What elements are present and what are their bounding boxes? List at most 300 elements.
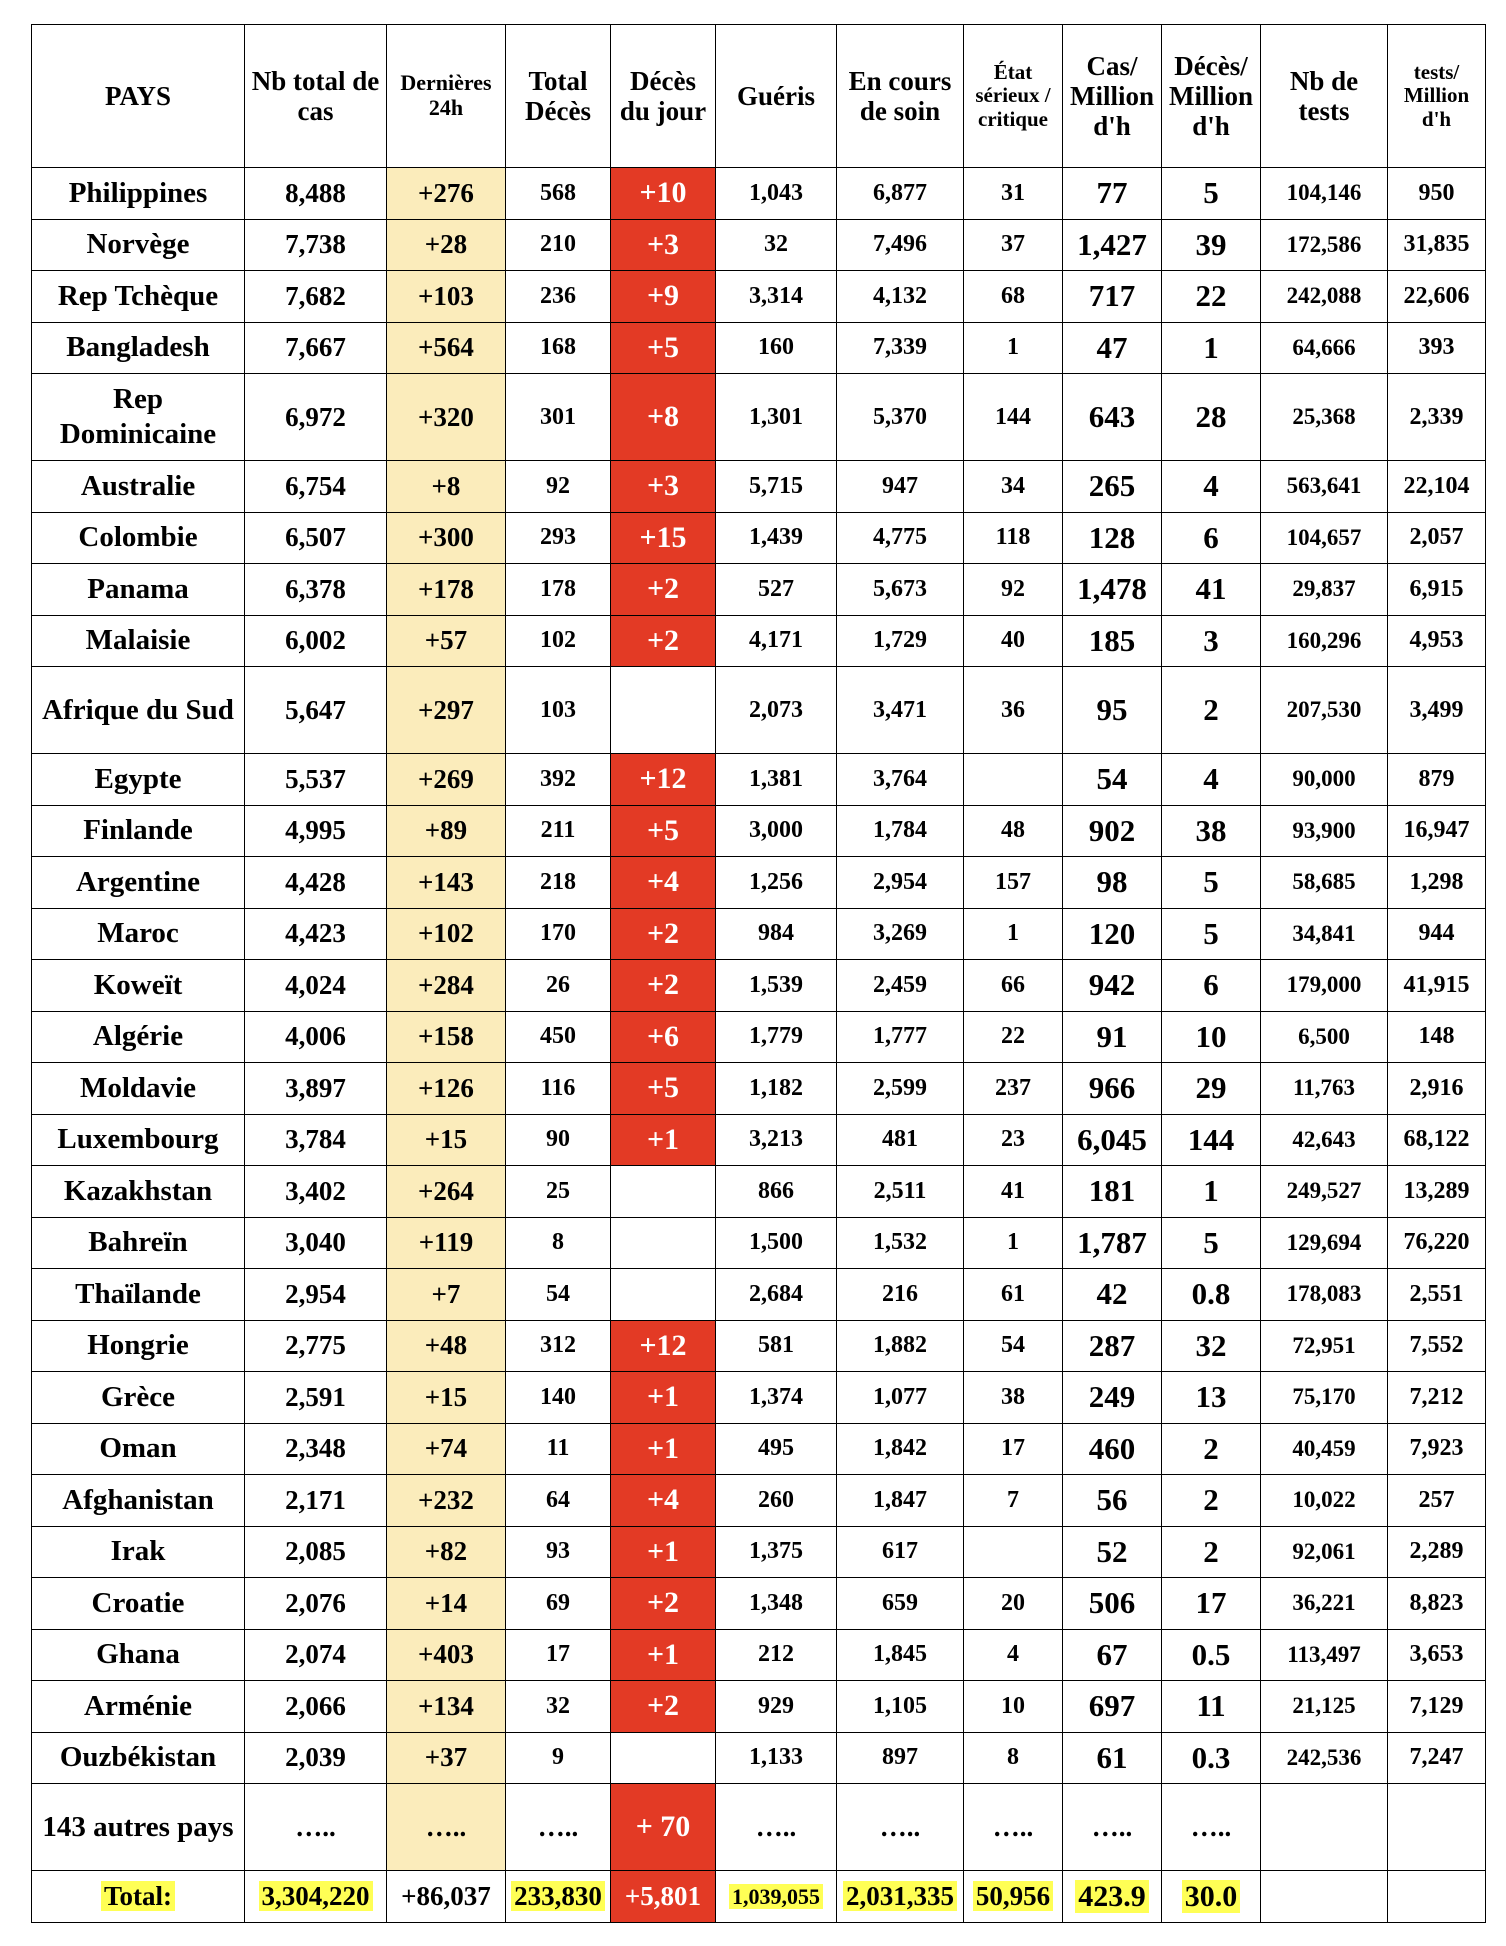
tests-per-million-cell: 2,289 <box>1388 1526 1486 1578</box>
recovered-cell: 2,684 <box>716 1269 837 1321</box>
country-cell: Argentine <box>32 857 245 909</box>
others-row <box>32 1784 1486 1871</box>
total-deaths-cell: 116 <box>506 1063 611 1115</box>
total-cases-cell: 5,537 <box>245 754 387 806</box>
total-cases-cell: 2,775 <box>245 1320 387 1372</box>
recovered-cell: 527 <box>716 564 837 616</box>
deaths-today-cell: +8 <box>611 374 716 461</box>
total-cases-cell: 6,507 <box>245 512 387 564</box>
table-row <box>32 857 1486 909</box>
active-cell: 1,882 <box>837 1320 964 1372</box>
country-cell: Kazakhstan <box>32 1166 245 1218</box>
cases-per-million-cell: 185 <box>1063 615 1162 667</box>
table-row <box>32 271 1486 323</box>
tests-cell: 129,694 <box>1261 1217 1388 1269</box>
critical-cell: 4 <box>964 1629 1063 1681</box>
new-cases-cell: +48 <box>387 1320 506 1372</box>
cases-per-million-cell: 181 <box>1063 1166 1162 1218</box>
tests-per-million-cell: 8,823 <box>1388 1578 1486 1630</box>
total-deaths-cell: 170 <box>506 908 611 960</box>
active-cell: 947 <box>837 461 964 513</box>
new-cases-cell: +15 <box>387 1114 506 1166</box>
table-row <box>32 667 1486 754</box>
others-critical-cell: ….. <box>964 1784 1063 1871</box>
active-cell: 1,532 <box>837 1217 964 1269</box>
deaths-today-cell: +4 <box>611 857 716 909</box>
active-cell: 5,370 <box>837 374 964 461</box>
recovered-cell: 4,171 <box>716 615 837 667</box>
cases-per-million-cell: 1,787 <box>1063 1217 1162 1269</box>
country-cell: Afghanistan <box>32 1475 245 1527</box>
total-cases-cell: 4,006 <box>245 1011 387 1063</box>
new-cases-cell: +297 <box>387 667 506 754</box>
total-cases-cell: 6,754 <box>245 461 387 513</box>
tests-cell: 104,657 <box>1261 512 1388 564</box>
active-cell: 1,105 <box>837 1681 964 1733</box>
cases-per-million-cell: 966 <box>1063 1063 1162 1115</box>
cases-per-million-cell: 128 <box>1063 512 1162 564</box>
others-new-cases-cell: ….. <box>387 1784 506 1871</box>
active-cell: 1,777 <box>837 1011 964 1063</box>
tests-cell: 36,221 <box>1261 1578 1388 1630</box>
others-deaths-per-million-cell: ….. <box>1162 1784 1261 1871</box>
total-deaths-cell: 168 <box>506 322 611 374</box>
total-recovered-cell <box>716 1871 837 1923</box>
cases-per-million-cell: 506 <box>1063 1578 1162 1630</box>
total-deaths-today-cell: +5,801 <box>611 1871 716 1923</box>
new-cases-cell: +178 <box>387 564 506 616</box>
tests-per-million-cell: 13,289 <box>1388 1166 1486 1218</box>
new-cases-cell: +126 <box>387 1063 506 1115</box>
tests-per-million-cell: 257 <box>1388 1475 1486 1527</box>
total-deaths-value: 233,830 <box>511 1881 605 1911</box>
total-deaths-cell: 210 <box>506 219 611 271</box>
recovered-cell: 1,301 <box>716 374 837 461</box>
country-cell: Ouzbékistan <box>32 1732 245 1784</box>
tests-per-million-cell: 31,835 <box>1388 219 1486 271</box>
critical-cell: 31 <box>964 168 1063 220</box>
others-recovered-cell: ….. <box>716 1784 837 1871</box>
total-cases-cell: 2,591 <box>245 1372 387 1424</box>
critical-cell: 66 <box>964 960 1063 1012</box>
deaths-per-million-cell: 28 <box>1162 374 1261 461</box>
total-deaths-cell: 9 <box>506 1732 611 1784</box>
country-cell: Arménie <box>32 1681 245 1733</box>
active-cell: 6,877 <box>837 168 964 220</box>
total-cases-cell: 6,002 <box>245 615 387 667</box>
active-cell: 4,775 <box>837 512 964 564</box>
table-row <box>32 615 1486 667</box>
deaths-per-million-cell: 0.8 <box>1162 1269 1261 1321</box>
table-row <box>32 1063 1486 1115</box>
table-row <box>32 1320 1486 1372</box>
active-cell: 7,496 <box>837 219 964 271</box>
deaths-per-million-cell: 0.3 <box>1162 1732 1261 1784</box>
deaths-today-cell: +2 <box>611 1578 716 1630</box>
total-deaths-per-million-value: 30.0 <box>1182 1880 1241 1913</box>
tests-per-million-cell: 22,606 <box>1388 271 1486 323</box>
table-row <box>32 219 1486 271</box>
tests-per-million-cell: 2,916 <box>1388 1063 1486 1115</box>
critical-cell: 92 <box>964 564 1063 616</box>
table-row <box>32 1011 1486 1063</box>
cases-per-million-cell: 61 <box>1063 1732 1162 1784</box>
critical-cell: 144 <box>964 374 1063 461</box>
critical-cell: 37 <box>964 219 1063 271</box>
new-cases-cell: +300 <box>387 512 506 564</box>
recovered-cell: 1,043 <box>716 168 837 220</box>
deaths-per-million-cell: 5 <box>1162 857 1261 909</box>
table-row <box>32 1732 1486 1784</box>
total-deaths-cell: 17 <box>506 1629 611 1681</box>
cases-per-million-cell: 643 <box>1063 374 1162 461</box>
deaths-per-million-cell: 10 <box>1162 1011 1261 1063</box>
total-cases-cell: 2,074 <box>245 1629 387 1681</box>
country-cell: Philippines <box>32 168 245 220</box>
new-cases-cell: +37 <box>387 1732 506 1784</box>
tests-per-million-cell: 393 <box>1388 322 1486 374</box>
new-cases-cell: +232 <box>387 1475 506 1527</box>
total-deaths-cell: 450 <box>506 1011 611 1063</box>
deaths-today-cell <box>611 667 716 754</box>
new-cases-cell: +119 <box>387 1217 506 1269</box>
cases-per-million-cell: 77 <box>1063 168 1162 220</box>
tests-cell: 42,643 <box>1261 1114 1388 1166</box>
tests-cell: 34,841 <box>1261 908 1388 960</box>
deaths-today-cell: +5 <box>611 322 716 374</box>
tests-per-million-cell: 3,499 <box>1388 667 1486 754</box>
recovered-cell: 260 <box>716 1475 837 1527</box>
total-active-value: 2,031,335 <box>843 1881 957 1911</box>
tests-per-million-cell: 148 <box>1388 1011 1486 1063</box>
recovered-cell: 1,381 <box>716 754 837 806</box>
cases-per-million-cell: 265 <box>1063 461 1162 513</box>
table-row <box>32 908 1486 960</box>
deaths-today-cell: +2 <box>611 1681 716 1733</box>
deaths-per-million-cell: 5 <box>1162 168 1261 220</box>
total-deaths-cell <box>506 1871 611 1923</box>
total-active-cell <box>837 1871 964 1923</box>
tests-per-million-cell: 7,552 <box>1388 1320 1486 1372</box>
total-deaths-cell: 103 <box>506 667 611 754</box>
new-cases-cell: +320 <box>387 374 506 461</box>
deaths-today-cell: +3 <box>611 219 716 271</box>
header-cases-per-million: Cas/ Million d'h <box>1063 25 1162 168</box>
active-cell: 216 <box>837 1269 964 1321</box>
tests-cell: 179,000 <box>1261 960 1388 1012</box>
total-cases-cell: 2,171 <box>245 1475 387 1527</box>
total-deaths-cell: 140 <box>506 1372 611 1424</box>
deaths-per-million-cell: 144 <box>1162 1114 1261 1166</box>
others-tests-cell <box>1261 1784 1388 1871</box>
tests-cell: 25,368 <box>1261 374 1388 461</box>
deaths-today-cell <box>611 1217 716 1269</box>
cases-per-million-cell: 942 <box>1063 960 1162 1012</box>
new-cases-cell: +102 <box>387 908 506 960</box>
tests-cell: 104,146 <box>1261 168 1388 220</box>
critical-cell: 54 <box>964 1320 1063 1372</box>
recovered-cell: 1,374 <box>716 1372 837 1424</box>
table-row <box>32 1269 1486 1321</box>
new-cases-cell: +8 <box>387 461 506 513</box>
total-cases-cell: 4,423 <box>245 908 387 960</box>
tests-per-million-cell: 76,220 <box>1388 1217 1486 1269</box>
table-row <box>32 168 1486 220</box>
table-row <box>32 960 1486 1012</box>
active-cell: 1,784 <box>837 805 964 857</box>
active-cell: 3,471 <box>837 667 964 754</box>
cases-per-million-cell: 717 <box>1063 271 1162 323</box>
new-cases-cell: +276 <box>387 168 506 220</box>
others-total-cases-cell: ….. <box>245 1784 387 1871</box>
others-total-deaths-cell: ….. <box>506 1784 611 1871</box>
total-tests-cell <box>1261 1871 1388 1923</box>
others-country-cell: 143 autres pays <box>32 1784 245 1871</box>
tests-per-million-cell: 2,057 <box>1388 512 1486 564</box>
tests-per-million-cell: 7,212 <box>1388 1372 1486 1424</box>
total-tests-per-million-cell <box>1388 1871 1486 1923</box>
deaths-per-million-cell: 29 <box>1162 1063 1261 1115</box>
country-cell: Hongrie <box>32 1320 245 1372</box>
total-deaths-cell: 90 <box>506 1114 611 1166</box>
cases-per-million-cell: 54 <box>1063 754 1162 806</box>
header-total-cases: Nb total de cas <box>245 25 387 168</box>
total-cases-cell: 2,076 <box>245 1578 387 1630</box>
deaths-today-cell: +5 <box>611 1063 716 1115</box>
critical-cell: 22 <box>964 1011 1063 1063</box>
tests-cell: 21,125 <box>1261 1681 1388 1733</box>
critical-cell: 1 <box>964 322 1063 374</box>
total-cases-cell: 2,085 <box>245 1526 387 1578</box>
recovered-cell: 1,375 <box>716 1526 837 1578</box>
new-cases-cell: +82 <box>387 1526 506 1578</box>
country-cell: Egypte <box>32 754 245 806</box>
header-recovered: Guéris <box>716 25 837 168</box>
recovered-cell: 1,348 <box>716 1578 837 1630</box>
total-cases-cell: 6,378 <box>245 564 387 616</box>
deaths-today-cell: +5 <box>611 805 716 857</box>
header-deaths-per-million: Décès/ Million d'h <box>1162 25 1261 168</box>
tests-cell: 10,022 <box>1261 1475 1388 1527</box>
total-deaths-cell: 102 <box>506 615 611 667</box>
table-row <box>32 512 1486 564</box>
total-cases-cell: 7,682 <box>245 271 387 323</box>
header-tests-per-million: tests/ Million d'h <box>1388 25 1486 168</box>
country-cell: Thaïlande <box>32 1269 245 1321</box>
critical-cell <box>964 754 1063 806</box>
total-deaths-cell: 93 <box>506 1526 611 1578</box>
cases-per-million-cell: 1,427 <box>1063 219 1162 271</box>
deaths-today-cell <box>611 1732 716 1784</box>
cases-per-million-cell: 95 <box>1063 667 1162 754</box>
critical-cell: 36 <box>964 667 1063 754</box>
deaths-per-million-cell: 3 <box>1162 615 1261 667</box>
tests-per-million-cell: 4,953 <box>1388 615 1486 667</box>
deaths-per-million-cell: 17 <box>1162 1578 1261 1630</box>
deaths-today-cell: +2 <box>611 615 716 667</box>
deaths-today-cell: +15 <box>611 512 716 564</box>
deaths-per-million-cell: 6 <box>1162 960 1261 1012</box>
total-deaths-cell: 218 <box>506 857 611 909</box>
recovered-cell: 929 <box>716 1681 837 1733</box>
total-cases-cell: 3,040 <box>245 1217 387 1269</box>
total-cases-cell <box>245 1871 387 1923</box>
deaths-per-million-cell: 1 <box>1162 322 1261 374</box>
recovered-cell: 5,715 <box>716 461 837 513</box>
new-cases-cell: +103 <box>387 271 506 323</box>
total-deaths-per-million-cell <box>1162 1871 1261 1923</box>
cases-per-million-cell: 67 <box>1063 1629 1162 1681</box>
deaths-today-cell: +2 <box>611 564 716 616</box>
deaths-today-cell: +1 <box>611 1114 716 1166</box>
country-cell: Bahreïn <box>32 1217 245 1269</box>
table-row <box>32 1114 1486 1166</box>
active-cell: 617 <box>837 1526 964 1578</box>
table-row <box>32 754 1486 806</box>
country-cell: Moldavie <box>32 1063 245 1115</box>
critical-cell: 48 <box>964 805 1063 857</box>
deaths-today-cell: +1 <box>611 1423 716 1475</box>
cases-per-million-cell: 249 <box>1063 1372 1162 1424</box>
deaths-per-million-cell: 13 <box>1162 1372 1261 1424</box>
tests-per-million-cell: 950 <box>1388 168 1486 220</box>
new-cases-cell: +284 <box>387 960 506 1012</box>
deaths-today-cell: +9 <box>611 271 716 323</box>
active-cell: 5,673 <box>837 564 964 616</box>
header-last-24h: Dernières 24h <box>387 25 506 168</box>
cases-per-million-cell: 287 <box>1063 1320 1162 1372</box>
tests-per-million-cell: 41,915 <box>1388 960 1486 1012</box>
tests-cell: 11,763 <box>1261 1063 1388 1115</box>
total-recovered-value: 1,039,055 <box>729 1884 823 1909</box>
country-cell: Bangladesh <box>32 322 245 374</box>
active-cell: 897 <box>837 1732 964 1784</box>
deaths-per-million-cell: 2 <box>1162 1475 1261 1527</box>
deaths-today-cell: +2 <box>611 960 716 1012</box>
cases-per-million-cell: 91 <box>1063 1011 1162 1063</box>
recovered-cell: 1,256 <box>716 857 837 909</box>
new-cases-cell: +403 <box>387 1629 506 1681</box>
total-cases-cell: 7,738 <box>245 219 387 271</box>
total-deaths-cell: 301 <box>506 374 611 461</box>
active-cell: 3,764 <box>837 754 964 806</box>
recovered-cell: 160 <box>716 322 837 374</box>
others-active-cell: ….. <box>837 1784 964 1871</box>
table-row <box>32 1681 1486 1733</box>
covid-country-table <box>31 24 1486 1923</box>
recovered-cell: 1,500 <box>716 1217 837 1269</box>
deaths-per-million-cell: 5 <box>1162 908 1261 960</box>
total-deaths-cell: 69 <box>506 1578 611 1630</box>
tests-per-million-cell: 6,915 <box>1388 564 1486 616</box>
active-cell: 2,459 <box>837 960 964 1012</box>
total-deaths-cell: 25 <box>506 1166 611 1218</box>
deaths-today-cell: +3 <box>611 461 716 513</box>
deaths-per-million-cell: 41 <box>1162 564 1261 616</box>
country-cell: Grèce <box>32 1372 245 1424</box>
deaths-per-million-cell: 22 <box>1162 271 1261 323</box>
country-cell: Australie <box>32 461 245 513</box>
new-cases-cell: +14 <box>387 1578 506 1630</box>
critical-cell: 1 <box>964 1217 1063 1269</box>
new-cases-cell: +74 <box>387 1423 506 1475</box>
deaths-per-million-cell: 2 <box>1162 1423 1261 1475</box>
tests-per-million-cell: 22,104 <box>1388 461 1486 513</box>
recovered-cell: 3,213 <box>716 1114 837 1166</box>
table-row <box>32 1217 1486 1269</box>
total-deaths-cell: 54 <box>506 1269 611 1321</box>
tests-cell: 58,685 <box>1261 857 1388 909</box>
country-cell: Irak <box>32 1526 245 1578</box>
total-critical-cell <box>964 1871 1063 1923</box>
tests-cell: 40,459 <box>1261 1423 1388 1475</box>
tests-per-million-cell: 944 <box>1388 908 1486 960</box>
tests-per-million-cell: 3,653 <box>1388 1629 1486 1681</box>
total-new-cases-cell: +86,037 <box>387 1871 506 1923</box>
recovered-cell: 581 <box>716 1320 837 1372</box>
deaths-per-million-cell: 2 <box>1162 1526 1261 1578</box>
deaths-today-cell: +1 <box>611 1372 716 1424</box>
active-cell: 7,339 <box>837 322 964 374</box>
country-cell: Luxembourg <box>32 1114 245 1166</box>
recovered-cell: 3,000 <box>716 805 837 857</box>
country-cell: Oman <box>32 1423 245 1475</box>
new-cases-cell: +89 <box>387 805 506 857</box>
total-deaths-cell: 11 <box>506 1423 611 1475</box>
tests-per-million-cell: 1,298 <box>1388 857 1486 909</box>
cases-per-million-cell: 1,478 <box>1063 564 1162 616</box>
new-cases-cell: +158 <box>387 1011 506 1063</box>
total-deaths-cell: 92 <box>506 461 611 513</box>
critical-cell: 41 <box>964 1166 1063 1218</box>
active-cell: 1,845 <box>837 1629 964 1681</box>
critical-cell: 38 <box>964 1372 1063 1424</box>
deaths-per-million-cell: 38 <box>1162 805 1261 857</box>
critical-cell: 8 <box>964 1732 1063 1784</box>
active-cell: 2,511 <box>837 1166 964 1218</box>
table-row <box>32 1629 1486 1681</box>
total-deaths-cell: 392 <box>506 754 611 806</box>
deaths-today-cell: +4 <box>611 1475 716 1527</box>
total-cases-cell: 4,995 <box>245 805 387 857</box>
country-cell: Finlande <box>32 805 245 857</box>
critical-cell: 61 <box>964 1269 1063 1321</box>
country-cell: Ghana <box>32 1629 245 1681</box>
total-cases-cell: 8,488 <box>245 168 387 220</box>
total-cases-cell: 3,897 <box>245 1063 387 1115</box>
new-cases-cell: +134 <box>387 1681 506 1733</box>
country-cell: Panama <box>32 564 245 616</box>
active-cell: 4,132 <box>837 271 964 323</box>
cases-per-million-cell: 6,045 <box>1063 1114 1162 1166</box>
total-cases-cell: 4,428 <box>245 857 387 909</box>
active-cell: 659 <box>837 1578 964 1630</box>
new-cases-cell: +28 <box>387 219 506 271</box>
tests-per-million-cell: 7,129 <box>1388 1681 1486 1733</box>
country-cell: Koweït <box>32 960 245 1012</box>
deaths-per-million-cell: 2 <box>1162 667 1261 754</box>
tests-cell: 242,088 <box>1261 271 1388 323</box>
total-cases-per-million-cell <box>1063 1871 1162 1923</box>
cases-per-million-cell: 52 <box>1063 1526 1162 1578</box>
table-row <box>32 1578 1486 1630</box>
total-cases-cell: 3,402 <box>245 1166 387 1218</box>
cases-per-million-cell: 47 <box>1063 322 1162 374</box>
deaths-per-million-cell: 32 <box>1162 1320 1261 1372</box>
deaths-per-million-cell: 4 <box>1162 461 1261 513</box>
country-cell: Colombie <box>32 512 245 564</box>
deaths-per-million-cell: 1 <box>1162 1166 1261 1218</box>
